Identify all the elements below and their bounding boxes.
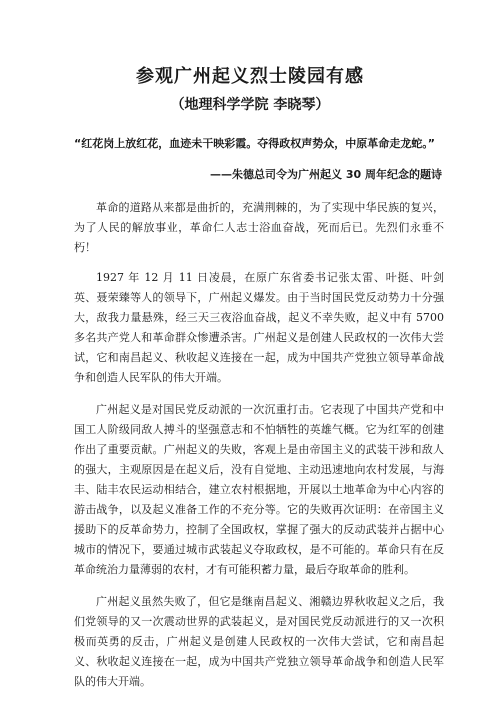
- author-line: （地理科学学院 李晓琴）: [170, 97, 330, 113]
- epigraph-quote: “红花岗上放红花，血迹未干映彩霞。夺得政权声势众，中原革命走龙蛇。”: [74, 137, 435, 150]
- paragraph: 广州起义虽然失败了，但它是继南昌起义、湘赣边界秋收起义之后，我们党领导的又一次震动世界的武装起义，是对国民党反动派进行的又一次积极而英勇的反击，广州起义是创建人民政权的一次伟大尝试，它和南昌起义、秋收起义连接在一起，成为中国共产党独立领导革命战争和创造人民军队的伟大开端。: [74, 595, 444, 688]
- paragraph: 1927 年 12 月 11 日凌晨，在原广东省委书记张太雷、叶挺、叶剑英、聂荣臻等人的领导下，广州起义爆发。由于当时国民党反动势力十分强大，敌我力量悬殊，经三天三夜浴血奋战，起义不幸失败，起义中有 5700 多名共产党人和革命群众惨遭杀害。广州起义是创建人民政权的一次伟大尝试，它和南昌起义、秋收起义连接在一起，成为中国共产党独立领导革命战争和创造人民军队的伟大开端。: [74, 271, 444, 384]
- epigraph-attribution: ——朱德总司令为广州起义 30 周年纪念的题诗: [210, 168, 442, 181]
- document-title: 参观广州起义烈士陵园有感: [136, 66, 364, 87]
- paragraph: 广州起义是对国民党反动派的一次沉重打击。它表现了中国共产党和中国工人阶级同敌人搏斗的坚强意志和不怕牺牲的英雄气概。它为红军的创建作出了重要贡献。广州起义的失败，客观上是由帝国主义的武装干涉和敌人的强大，主观原因是在起义后，没有自觉地、主动迅速地向农村发展，与海丰、陆丰农民运动相结合，建立农村根据地，开展以土地革命为中心内容的游击战争，以及起义准备工作的不充分等。它的失败再次证明：在帝国主义援助下的反革命势力，控制了全国政权，掌握了强大的反动武装并占据中心城市的情况下，要通过城市武装起义夺取政权，是不可能的。革命只有在反革命统治力量薄弱的农村，才有可能积蓄力量，最后夺取革命的胜利。: [74, 403, 444, 576]
- paragraph: 革命的道路从来都是曲折的，充满荆棘的，为了实现中华民族的复兴，为了人民的解放事业，革命仁人志士浴血奋战，死而后已。先烈们永垂不朽！: [74, 201, 444, 254]
- document-body: [74, 198, 444, 704]
